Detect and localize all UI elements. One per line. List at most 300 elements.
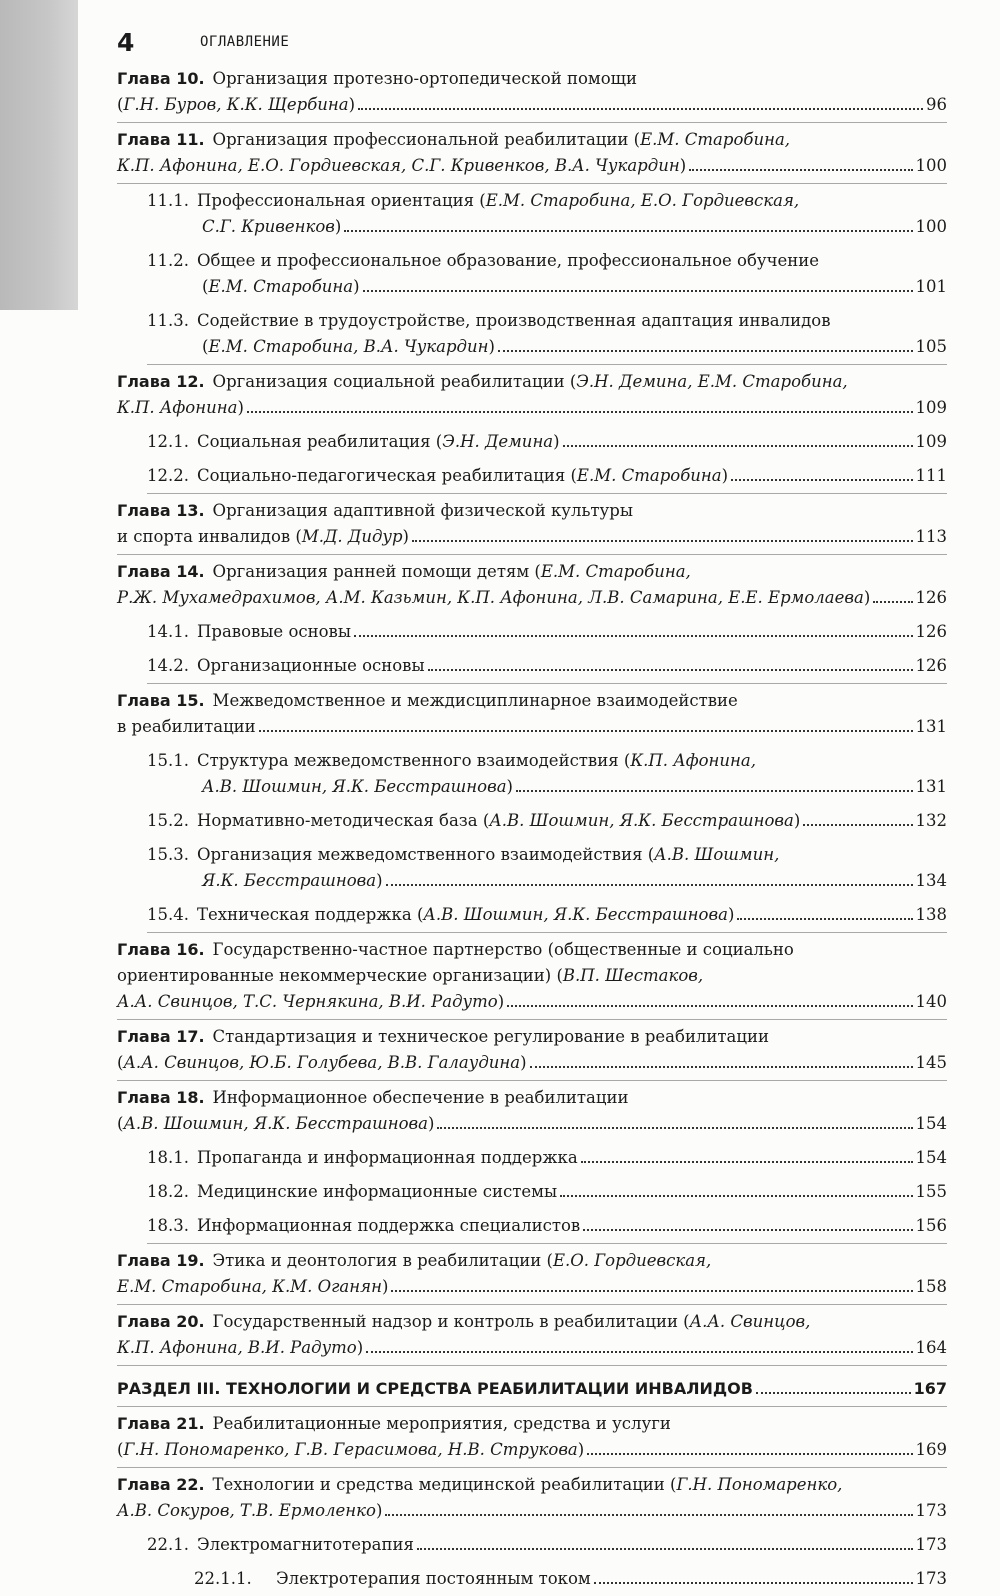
- page-ref: 173: [915, 1569, 947, 1588]
- authors: А.В. Шошмин,: [654, 845, 780, 864]
- authors: А.В. Шошмин, Я.К. Бесстрашнова: [202, 777, 507, 796]
- authors: Е.О. Гордиевская,: [552, 1251, 712, 1270]
- title-text: ): [402, 527, 409, 546]
- authors: Е.М. Старобина, Е.О. Гордиевская,: [485, 191, 800, 210]
- section-number: 15.2.: [147, 811, 189, 830]
- toc-line: [194, 1566, 947, 1592]
- toc-text: [117, 1312, 810, 1331]
- toc-entry: [117, 1468, 947, 1528]
- page-ref: 140: [915, 992, 947, 1011]
- dot-leader: [516, 789, 913, 792]
- toc-entry: [117, 1366, 947, 1407]
- title-text: ): [506, 777, 513, 796]
- page-ref: 96: [926, 95, 947, 114]
- title-text: ): [577, 1440, 585, 1459]
- page-ref: 169: [915, 1440, 947, 1459]
- chapter-label: Глава 14.: [117, 562, 205, 581]
- toc-entry: [147, 184, 947, 244]
- dot-leader: [594, 1581, 913, 1584]
- toc-line: [117, 559, 947, 585]
- title-text: Государственно-частное партнерство (общественные и социально: [212, 940, 794, 959]
- title-text: Электромагнитотерапия: [197, 1535, 414, 1554]
- section-number: 18.1.: [147, 1148, 189, 1167]
- toc-line: [117, 1024, 947, 1050]
- title-text: Информационное обеспечение в реабилитации: [212, 1088, 629, 1107]
- section-number: 12.2.: [147, 466, 189, 485]
- dot-leader: [363, 289, 913, 292]
- toc-line: [147, 868, 947, 894]
- toc-text: [202, 274, 360, 300]
- toc-entry: [117, 494, 947, 555]
- title-text: Социальная реабилитация (: [197, 432, 443, 451]
- toc-line: [117, 1248, 947, 1274]
- page-ref: 167: [913, 1379, 947, 1398]
- title-text: Медицинские информационные системы: [197, 1182, 558, 1201]
- title-text: Структура межведомственного взаимодействия (: [197, 751, 631, 770]
- toc-line: [117, 153, 947, 179]
- toc-text: [117, 940, 794, 959]
- toc-line: [147, 808, 947, 834]
- title-text: ): [376, 871, 383, 890]
- title-text: Организация адаптивной физической культуры: [212, 501, 633, 520]
- title-text: Организация социальной реабилитации (: [212, 372, 577, 391]
- title-text: Государственный надзор и контроль в реабилитации (: [212, 1312, 690, 1331]
- title-text: Информационная поддержка специалистов: [197, 1216, 581, 1235]
- title-text: ): [553, 432, 560, 451]
- title-text: в реабилитации: [117, 717, 256, 736]
- page-ref: 145: [915, 1053, 947, 1072]
- page-ref: 109: [915, 432, 947, 451]
- title-text: Нормативно-методическая база (: [197, 811, 490, 830]
- page-edge-shadow: [0, 0, 78, 310]
- toc-entry: [117, 365, 947, 425]
- toc-entry: [117, 933, 947, 1020]
- authors: Е.М. Старобина,: [640, 130, 791, 149]
- toc-text: [117, 585, 870, 611]
- dot-leader: [737, 917, 912, 920]
- toc-text: [147, 251, 819, 270]
- title-text: ): [497, 992, 505, 1011]
- dot-leader: [358, 107, 923, 110]
- toc-line: [117, 963, 947, 989]
- toc-line: [147, 429, 947, 455]
- toc-text: [147, 808, 800, 834]
- toc-text: [147, 1532, 414, 1558]
- toc-line: [117, 714, 947, 740]
- toc-line: [117, 1472, 947, 1498]
- toc-line: [117, 1085, 947, 1111]
- authors: Г.Н. Буров, К.К. Щербина: [123, 95, 349, 114]
- title-text: Социально-педагогическая реабилитация (: [197, 466, 577, 485]
- toc-text: [117, 1335, 363, 1361]
- toc-entry: [147, 744, 947, 804]
- toc-line: [147, 188, 947, 214]
- toc-text: [147, 902, 734, 928]
- title-text: Правовые основы: [197, 622, 351, 641]
- page-ref: 105: [915, 337, 947, 356]
- toc-text: [202, 868, 383, 894]
- toc-text: [117, 1498, 382, 1524]
- section-number: 14.2.: [147, 656, 189, 675]
- toc-line: [147, 308, 947, 334]
- dot-leader: [344, 229, 912, 232]
- toc-entry: [117, 1081, 947, 1141]
- dot-leader: [560, 1194, 912, 1197]
- toc-entry: [117, 1305, 947, 1366]
- toc-entry: [117, 684, 947, 744]
- title-text: ориентированные некоммерческие организации) (: [117, 966, 563, 985]
- toc-text: [147, 429, 560, 455]
- dot-leader: [731, 478, 912, 481]
- toc-entry: [147, 898, 947, 933]
- dot-leader: [563, 444, 913, 447]
- authors: А.В. Сокуров, Т.В. Ермоленко: [117, 1501, 376, 1520]
- toc-entry: [117, 62, 947, 123]
- toc-entry: [117, 1020, 947, 1081]
- dot-leader: [803, 823, 912, 826]
- table-of-contents: [117, 62, 947, 1596]
- authors: Г.Н. Пономаренко, Г.В. Герасимова, Н.В. Струкова: [123, 1440, 578, 1459]
- toc-entry: [147, 615, 947, 649]
- title-text: Организация межведомственного взаимодействия (: [197, 845, 655, 864]
- toc-text: [147, 311, 830, 330]
- authors: А.В. Шошмин, Я.К. Бесстрашнова: [123, 1114, 428, 1133]
- toc-text: [117, 1475, 842, 1494]
- running-head: ОГЛАВЛЕНИЕ: [200, 34, 290, 50]
- authors: Е.М. Старобина, В.А. Чукардин: [208, 337, 489, 356]
- toc-entry: [117, 555, 947, 615]
- toc-text: [117, 1414, 671, 1433]
- toc-entry: [147, 649, 947, 684]
- toc-text: [147, 653, 425, 679]
- toc-entry: [117, 123, 947, 184]
- chapter-label: Глава 18.: [117, 1088, 205, 1107]
- toc-line: [147, 1145, 947, 1171]
- dot-leader: [259, 729, 913, 732]
- section-number: 18.2.: [147, 1182, 189, 1201]
- toc-text: [147, 463, 728, 489]
- dot-leader: [412, 539, 913, 542]
- authors: Г.Н. Пономаренко,: [676, 1475, 843, 1494]
- toc-line: [117, 1437, 947, 1463]
- dot-leader: [391, 1289, 912, 1292]
- toc-line: [147, 774, 947, 800]
- title-text: Организация профессиональной реабилитации (: [212, 130, 641, 149]
- toc-text: [202, 774, 513, 800]
- toc-text: [147, 1179, 557, 1205]
- toc-entry: [147, 1175, 947, 1209]
- toc-line: [147, 463, 947, 489]
- toc-text: [147, 751, 756, 770]
- authors: В.П. Шестаков,: [562, 966, 704, 985]
- page-ref: 131: [915, 717, 947, 736]
- toc-line: [117, 66, 947, 92]
- page-ref: 101: [915, 277, 947, 296]
- toc-text: [117, 153, 686, 179]
- title-text: ): [727, 905, 735, 924]
- section-number: 15.4.: [147, 905, 189, 924]
- toc-line: [117, 524, 947, 550]
- toc-line: [117, 1411, 947, 1437]
- toc-text: [117, 1088, 629, 1107]
- toc-line: [117, 989, 947, 1015]
- toc-text: [117, 524, 409, 550]
- chapter-label: Глава 22.: [117, 1475, 205, 1494]
- toc-line: [147, 274, 947, 300]
- page-ref: 126: [915, 656, 947, 675]
- toc-entry: [147, 804, 947, 838]
- dot-leader: [583, 1228, 912, 1231]
- section-number: 12.1.: [147, 432, 189, 451]
- title-text: Электротерапия постоянным током: [276, 1569, 591, 1588]
- chapter-label: Глава 19.: [117, 1251, 205, 1270]
- title-text: Организация ранней помощи детям (: [212, 562, 541, 581]
- title-text: Этика и деонтология в реабилитации (: [212, 1251, 553, 1270]
- authors: А.А. Свинцов, Т.С. Чернякина, В.И. Радуто: [117, 992, 498, 1011]
- page-ref: 100: [915, 156, 947, 175]
- page-ref: 109: [915, 398, 947, 417]
- title-text: ): [353, 277, 360, 296]
- toc-entry: [147, 304, 947, 365]
- toc-text: [117, 501, 633, 520]
- chapter-label: Глава 11.: [117, 130, 205, 149]
- toc-text: [117, 1027, 769, 1046]
- toc-line: [147, 1213, 947, 1239]
- chapter-label: Глава 12.: [117, 372, 205, 391]
- authors: Е.М. Старобина: [208, 277, 354, 296]
- authors: К.П. Афонина: [117, 398, 238, 417]
- toc-text: [117, 691, 738, 710]
- dot-leader: [354, 634, 913, 637]
- section-number: 15.1.: [147, 751, 189, 770]
- dot-leader: [530, 1065, 913, 1068]
- section-number: 22.1.1.: [194, 1569, 252, 1588]
- toc-line: [117, 1274, 947, 1300]
- page-ref: 126: [915, 588, 947, 607]
- page-ref: 100: [915, 217, 947, 236]
- title-text: ): [375, 1501, 383, 1520]
- dot-leader: [428, 668, 913, 671]
- toc-line: [147, 653, 947, 679]
- title-text: (: [117, 1053, 124, 1072]
- toc-text: [147, 1145, 578, 1171]
- toc-line: [117, 1376, 947, 1402]
- toc-text: [117, 1111, 434, 1137]
- toc-line: [117, 585, 947, 611]
- chapter-label: Глава 13.: [117, 501, 205, 520]
- title-text: Профессиональная ориентация (: [197, 191, 486, 210]
- toc-text: [117, 1376, 753, 1402]
- dot-leader: [247, 410, 913, 413]
- authors: А.В. Шошмин, Я.К. Бесстрашнова: [489, 811, 794, 830]
- title-text: (: [202, 277, 209, 296]
- title-text: ): [348, 95, 356, 114]
- title-text: (: [117, 95, 124, 114]
- toc-text: [117, 1050, 527, 1076]
- title-text: Общее и профессиональное образование, профессиональное обучение: [197, 251, 820, 270]
- title-text: ): [520, 1053, 527, 1072]
- toc-entry: [117, 1244, 947, 1305]
- toc-text: [117, 1437, 584, 1463]
- toc-line: [117, 1335, 947, 1361]
- title-text: Техническая поддержка (: [197, 905, 424, 924]
- chapter-label: Глава 20.: [117, 1312, 205, 1331]
- toc-text: [194, 1566, 591, 1592]
- toc-entry: [147, 838, 947, 898]
- toc-line: [117, 1309, 947, 1335]
- toc-line: [117, 1498, 947, 1524]
- dot-leader: [385, 1513, 912, 1516]
- dot-leader: [581, 1160, 913, 1163]
- title-text: (: [202, 337, 209, 356]
- authors: К.П. Афонина, В.И. Радуто: [117, 1338, 357, 1357]
- chapter-label: Глава 21.: [117, 1414, 205, 1433]
- authors: А.А. Свинцов,: [689, 1312, 811, 1331]
- toc-line: [117, 92, 947, 118]
- authors: С.Г. Кривенков: [202, 217, 335, 236]
- page-ref: 113: [915, 527, 947, 546]
- authors: Я.К. Бесстрашнова: [202, 871, 377, 890]
- toc-text: [147, 619, 351, 645]
- toc-text: [147, 1213, 580, 1239]
- toc-text: [147, 845, 779, 864]
- chapter-label: Глава 15.: [117, 691, 205, 710]
- authors: Е.М. Старобина,: [540, 562, 691, 581]
- toc-line: [117, 937, 947, 963]
- section-number: 15.3.: [147, 845, 189, 864]
- toc-line: [147, 1179, 947, 1205]
- title-text: и спорта инвалидов (: [117, 527, 302, 546]
- chapter-label: Глава 17.: [117, 1027, 205, 1046]
- dot-leader: [386, 883, 913, 886]
- authors: А.А. Свинцов, Ю.Б. Голубева, В.В. Галаудина: [123, 1053, 521, 1072]
- title-text: ): [488, 337, 495, 356]
- toc-text: [117, 714, 256, 740]
- page-ref: 138: [915, 905, 947, 924]
- toc-line: [117, 1050, 947, 1076]
- toc-text: [147, 191, 799, 210]
- page-ref: 134: [915, 871, 947, 890]
- toc-line: [117, 498, 947, 524]
- page-ref: 155: [915, 1182, 947, 1201]
- toc-text: [117, 966, 703, 985]
- toc-entry: [147, 459, 947, 494]
- toc-line: [117, 1111, 947, 1137]
- authors: Э.Н. Демина: [442, 432, 554, 451]
- title-text: Пропаганда и информационная поддержка: [197, 1148, 578, 1167]
- chapter-label: Глава 10.: [117, 69, 205, 88]
- toc-line: [117, 127, 947, 153]
- toc-text: [117, 130, 790, 149]
- title-text: ): [356, 1338, 364, 1357]
- page-ref: 173: [915, 1535, 947, 1554]
- toc-entry: [147, 1528, 947, 1562]
- toc-line: [147, 214, 947, 240]
- dot-leader: [498, 349, 913, 352]
- authors: М.Д. Дидур: [301, 527, 403, 546]
- section-number: 11.3.: [147, 311, 189, 330]
- toc-line: [147, 248, 947, 274]
- page-ref: 154: [915, 1114, 947, 1133]
- title-text: ): [721, 466, 729, 485]
- title-text: Организационные основы: [197, 656, 425, 675]
- authors: А.В. Шошмин, Я.К. Бесстрашнова: [423, 905, 728, 924]
- title-text: РАЗДЕЛ III. ТЕХНОЛОГИИ И СРЕДСТВА РЕАБИЛИТАЦИИ ИНВАЛИДОВ: [117, 1379, 753, 1398]
- authors: Е.М. Старобина, К.М. Оганян: [117, 1277, 382, 1296]
- section-number: 11.2.: [147, 251, 189, 270]
- title-text: ): [427, 1114, 435, 1133]
- authors: Э.Н. Демина, Е.М. Старобина,: [576, 372, 848, 391]
- toc-line: [147, 1532, 947, 1558]
- page-number: 4: [117, 28, 135, 57]
- page-ref: 173: [915, 1501, 947, 1520]
- toc-entry: [147, 1141, 947, 1175]
- page-ref: 111: [915, 466, 947, 485]
- section-number: 14.1.: [147, 622, 189, 641]
- section-number: 22.1.: [147, 1535, 189, 1554]
- dot-leader: [507, 1004, 912, 1007]
- authors: Р.Ж. Мухамедрахимов, А.М. Казьмин, К.П. Афонина, Л.В. Самарина, Е.Е. Ермолаева: [117, 588, 864, 607]
- dot-leader: [756, 1391, 911, 1394]
- dot-leader: [587, 1452, 912, 1455]
- authors: Е.М. Старобина: [576, 466, 722, 485]
- title-text: Организация протезно-ортопедической помощи: [212, 69, 638, 88]
- page-ref: 156: [915, 1216, 947, 1235]
- toc-text: [117, 562, 691, 581]
- toc-entry: [147, 425, 947, 459]
- page-ref: 154: [915, 1148, 947, 1167]
- toc-entry: [194, 1562, 947, 1596]
- title-text: ): [381, 1277, 389, 1296]
- page-ref: 164: [915, 1338, 947, 1357]
- title-text: Технологии и средства медицинской реабилитации (: [212, 1475, 677, 1494]
- title-text: ): [793, 811, 801, 830]
- authors: К.П. Афонина,: [630, 751, 756, 770]
- page-ref: 132: [915, 811, 947, 830]
- toc-line: [147, 902, 947, 928]
- toc-text: [117, 372, 848, 391]
- toc-line: [147, 842, 947, 868]
- chapter-label: Глава 16.: [117, 940, 205, 959]
- toc-line: [147, 334, 947, 360]
- toc-line: [147, 619, 947, 645]
- toc-text: [117, 69, 637, 88]
- title-text: ): [334, 217, 342, 236]
- dot-leader: [873, 600, 912, 603]
- title-text: (: [117, 1114, 124, 1133]
- title-text: ): [863, 588, 871, 607]
- title-text: Межведомственное и междисциплинарное взаимодействие: [212, 691, 738, 710]
- section-number: 18.3.: [147, 1216, 189, 1235]
- dot-leader: [417, 1547, 913, 1550]
- page-ref: 126: [915, 622, 947, 641]
- toc-line: [117, 369, 947, 395]
- dot-leader: [437, 1126, 912, 1129]
- toc-text: [202, 334, 495, 360]
- toc-text: [117, 395, 244, 421]
- toc-line: [117, 395, 947, 421]
- toc-line: [147, 748, 947, 774]
- authors: К.П. Афонина, Е.О. Гордиевская, С.Г. Кривенков, В.А. Чукардин: [117, 156, 680, 175]
- page-ref: 131: [915, 777, 947, 796]
- title-text: ): [679, 156, 687, 175]
- page-ref: 158: [915, 1277, 947, 1296]
- title-text: (: [117, 1440, 124, 1459]
- toc-entry: [147, 244, 947, 304]
- title-text: ): [237, 398, 244, 417]
- dot-leader: [366, 1350, 912, 1353]
- section-number: 11.1.: [147, 191, 189, 210]
